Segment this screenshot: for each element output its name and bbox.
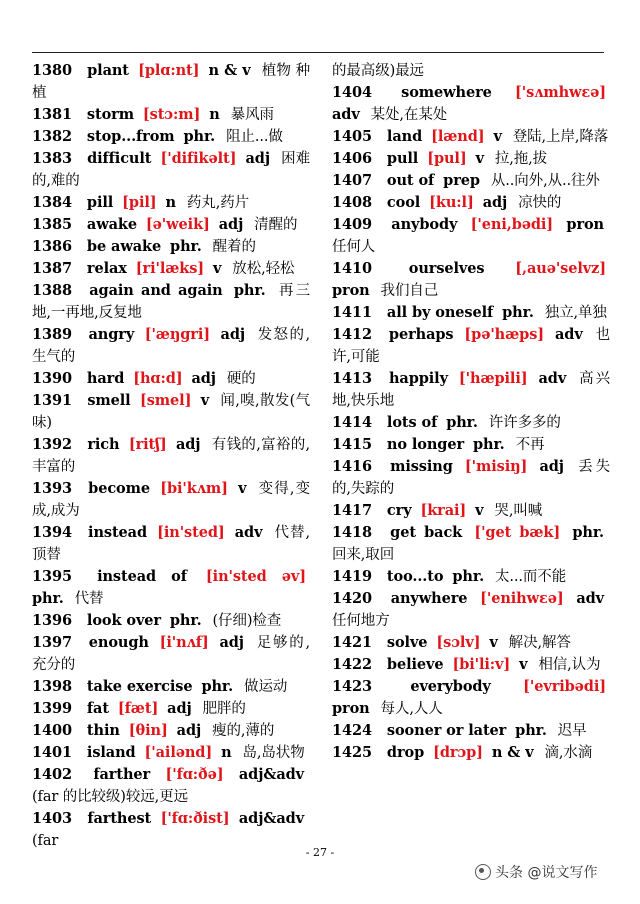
entry-number: 1410 xyxy=(332,260,372,277)
entry-word: sooner or later xyxy=(386,722,507,739)
entry-part-of-speech: adj xyxy=(219,634,244,651)
entry-part-of-speech: n xyxy=(165,194,176,211)
entry-part-of-speech: phr. xyxy=(169,612,202,629)
entry-phonetic: ['hæpili] xyxy=(458,370,528,387)
vocab-entry xyxy=(332,170,610,192)
entry-word: be awake xyxy=(86,238,162,255)
entry-number: 1391 xyxy=(32,392,72,409)
entry-word: get back xyxy=(390,524,463,541)
entry-part-of-speech: phr. xyxy=(452,568,485,585)
entry-number: 1386 xyxy=(32,238,72,255)
entry-chinese: 高兴地,快乐地 xyxy=(332,371,610,409)
entry-number: 1384 xyxy=(32,194,72,211)
entry-phonetic: [pul] xyxy=(427,150,467,167)
entry-chinese: 丢失的,失踪的 xyxy=(332,459,611,497)
entry-phonetic: ['eni,bədi] xyxy=(470,216,554,233)
entry-part-of-speech: adj xyxy=(175,436,201,453)
entry-word: enough xyxy=(88,634,149,651)
vocab-entry xyxy=(32,60,310,104)
entry-number: 1405 xyxy=(332,128,372,145)
entry-phonetic: [,auə'selvz] xyxy=(515,260,606,277)
vocab-entry xyxy=(332,258,610,302)
entry-chinese: 变得,变成,成为 xyxy=(32,481,310,519)
entry-word: pill xyxy=(86,194,114,211)
entry-chinese: 药丸,药片 xyxy=(186,195,249,211)
entry-part-of-speech: adv xyxy=(332,106,360,123)
entry-number: 1398 xyxy=(32,678,72,695)
vocab-entry xyxy=(32,478,310,522)
entry-word: pull xyxy=(386,150,419,167)
watermark-logo-icon xyxy=(475,864,491,880)
entry-phonetic: ['fɑ:ðə] xyxy=(165,766,224,783)
vocab-entry xyxy=(332,368,610,412)
entry-phonetic: ['evribədi] xyxy=(523,678,607,695)
entry-part-of-speech: adv xyxy=(538,370,567,387)
entry-number: 1393 xyxy=(32,480,72,497)
entry-number: 1383 xyxy=(32,150,72,167)
entry-phonetic: [stɔ:m] xyxy=(142,106,201,123)
top-rule xyxy=(32,52,604,53)
entry-phonetic: [drɔp] xyxy=(433,744,483,761)
entry-number: 1403 xyxy=(32,810,72,827)
entry-word: drop xyxy=(386,744,425,761)
entry-number: 1422 xyxy=(332,656,372,673)
watermark xyxy=(475,862,597,882)
entry-word: somewhere xyxy=(401,84,492,101)
entry-part-of-speech: v xyxy=(519,656,528,673)
entry-word: smell xyxy=(87,392,131,409)
entry-word: lots of xyxy=(386,414,438,431)
entry-part-of-speech: v xyxy=(489,634,498,651)
entry-continuation xyxy=(332,60,610,82)
entry-number: 1390 xyxy=(32,370,72,387)
entry-number: 1420 xyxy=(332,590,372,607)
vocab-entry xyxy=(332,500,610,522)
entry-chinese: 瘦的,薄的 xyxy=(212,723,275,739)
entry-chinese: 做运动 xyxy=(244,679,288,695)
entry-word: difficult xyxy=(87,150,152,167)
watermark-text: 头条 @说文写作 xyxy=(495,865,598,881)
entry-phonetic: [in'sted] xyxy=(157,524,225,541)
entry-phonetic: [lænd] xyxy=(431,128,485,145)
entry-part-of-speech: v xyxy=(475,150,484,167)
entry-chinese: 独立,单独 xyxy=(544,305,607,321)
entry-chinese: 硬的 xyxy=(226,371,256,387)
vocab-entry xyxy=(32,742,310,764)
entry-number: 1415 xyxy=(332,436,372,453)
entry-word: island xyxy=(86,744,136,761)
entry-chinese: 拉,拖,拔 xyxy=(494,151,548,167)
entry-phonetic: [bi'li:v] xyxy=(452,656,511,673)
entry-part-of-speech: phr. xyxy=(183,128,216,145)
entry-part-of-speech: pron xyxy=(566,216,604,233)
entry-word: cry xyxy=(386,502,412,519)
vocab-entry xyxy=(32,214,310,236)
entry-number: 1417 xyxy=(332,502,372,519)
entry-chinese: 相信,认为 xyxy=(538,657,601,673)
entry-part-of-speech: phr. xyxy=(472,436,505,453)
vocab-entry xyxy=(332,676,610,720)
vocab-entry xyxy=(32,236,310,258)
entry-word: all by oneself xyxy=(386,304,494,321)
entry-number: 1411 xyxy=(332,304,372,321)
entry-word: land xyxy=(386,128,423,145)
entry-number: 1399 xyxy=(32,700,72,717)
entry-number: 1414 xyxy=(332,414,372,431)
entry-number: 1388 xyxy=(32,282,72,299)
entry-part-of-speech: v xyxy=(238,480,247,497)
entry-chinese: 某处,在某处 xyxy=(370,107,448,123)
entry-chinese: 阻止...做 xyxy=(226,129,283,145)
entry-phonetic: ['sʌmhwɛə] xyxy=(514,84,606,101)
entry-number: 1387 xyxy=(32,260,72,277)
entry-part-of-speech: adj&adv xyxy=(238,810,305,827)
vocab-entry xyxy=(32,698,310,720)
entry-number: 1382 xyxy=(32,128,72,145)
entry-word: ourselves xyxy=(408,260,485,277)
entry-chinese: 岛,岛状物 xyxy=(242,745,305,761)
entry-word: plant xyxy=(87,62,129,79)
vocab-entry xyxy=(332,566,610,588)
vocab-entry xyxy=(332,192,610,214)
entry-part-of-speech: adj xyxy=(245,150,270,167)
entry-part-of-speech: v xyxy=(213,260,222,277)
entry-word: too...to xyxy=(386,568,444,585)
vocab-entry xyxy=(332,434,610,456)
entry-phonetic: ['get bæk] xyxy=(474,524,561,541)
vocab-entry xyxy=(332,412,610,434)
entry-number: 1408 xyxy=(332,194,372,211)
entry-word: solve xyxy=(386,634,428,651)
entry-number: 1421 xyxy=(332,634,372,651)
entry-number: 1395 xyxy=(32,568,72,585)
entry-number: 1424 xyxy=(332,722,372,739)
vocab-entry xyxy=(332,720,610,742)
entry-word: farthest xyxy=(87,810,152,827)
entry-word: become xyxy=(88,480,150,497)
entry-chinese: (far xyxy=(32,833,59,849)
entry-part-of-speech: adj xyxy=(218,216,244,233)
vocab-entry xyxy=(332,588,610,632)
entry-phonetic: ['enihwɛə] xyxy=(480,590,564,607)
entry-chinese: (far 的比较级)较远,更远 xyxy=(32,789,188,805)
vocab-entry xyxy=(332,324,610,368)
entry-number: 1380 xyxy=(32,62,72,79)
entry-number: 1412 xyxy=(332,326,372,343)
page-number: - 27 - xyxy=(305,846,335,859)
entry-phonetic: [ə'weik] xyxy=(145,216,210,233)
vocab-entry xyxy=(32,280,310,324)
entry-phonetic: ['ailənd] xyxy=(144,744,213,761)
vocab-entry xyxy=(332,654,610,676)
vocab-entry xyxy=(32,720,310,742)
entry-part-of-speech: phr. xyxy=(502,304,534,321)
entry-part-of-speech: phr. xyxy=(572,524,604,541)
vocab-entry xyxy=(332,522,610,566)
entry-word: happily xyxy=(388,370,448,387)
entry-phonetic: [bi'kʌm] xyxy=(160,480,228,497)
entry-chinese: 哭,叫喊 xyxy=(494,503,543,519)
entry-phonetic: [plɑ:nt] xyxy=(138,62,200,79)
entry-phonetic: [pə'hæps] xyxy=(464,326,545,343)
entry-part-of-speech: adj xyxy=(176,722,202,739)
entry-chinese: 解决,解答 xyxy=(508,635,571,651)
entry-number: 1389 xyxy=(32,326,72,343)
entry-chinese: 从..向外,从..往外 xyxy=(490,173,600,189)
entry-word: again and again xyxy=(89,282,223,299)
entry-number: 1392 xyxy=(32,436,72,453)
vocab-entry xyxy=(332,632,610,654)
entry-part-of-speech: adj xyxy=(191,370,216,387)
entry-word: cool xyxy=(386,194,421,211)
entry-number: 1400 xyxy=(32,722,72,739)
entry-part-of-speech: phr. xyxy=(233,282,266,299)
entry-part-of-speech: adj xyxy=(482,194,508,211)
entry-number: 1385 xyxy=(32,216,72,233)
entry-phonetic: ['fɑ:ðist] xyxy=(160,810,230,827)
entry-part-of-speech: adj&adv xyxy=(238,766,305,783)
vocab-entry xyxy=(32,676,310,698)
entry-phonetic: [hɑ:d] xyxy=(133,370,183,387)
vocab-entry xyxy=(32,148,310,192)
entry-phonetic: [ri'læks] xyxy=(135,260,205,277)
entry-chinese: 不再 xyxy=(515,437,545,453)
entry-part-of-speech: adj xyxy=(539,458,564,475)
entry-chinese: 困难的,难的 xyxy=(32,151,311,189)
entry-number: 1409 xyxy=(332,216,372,233)
entry-part-of-speech: n & v xyxy=(208,62,251,79)
vocab-entry xyxy=(332,82,610,126)
entry-phonetic: [sɔlv] xyxy=(436,634,481,651)
vocab-entry xyxy=(332,302,610,324)
right-column xyxy=(332,60,610,764)
entry-chinese: 足够的,充分的 xyxy=(32,635,310,673)
entry-phonetic: ['difikəlt] xyxy=(160,150,237,167)
vocab-entry xyxy=(32,566,310,610)
entry-chinese: (仔细)检查 xyxy=(212,613,282,629)
entry-continuation-text: 的最高级)最远 xyxy=(332,63,424,79)
entry-part-of-speech: phr. xyxy=(170,238,202,255)
entry-chinese: 放松,轻松 xyxy=(232,261,295,277)
entry-part-of-speech: pron xyxy=(332,282,370,299)
entry-word: no longer xyxy=(386,436,465,453)
vocab-entry xyxy=(32,522,310,566)
entry-word: hard xyxy=(86,370,125,387)
entry-chinese: 许许多多的 xyxy=(488,415,561,431)
entry-part-of-speech: v xyxy=(475,502,484,519)
entry-part-of-speech: phr. xyxy=(201,678,234,695)
entry-part-of-speech: phr. xyxy=(515,722,547,739)
entry-number: 1413 xyxy=(332,370,372,387)
entry-number: 1418 xyxy=(332,524,372,541)
entry-chinese: 凉快的 xyxy=(518,195,562,211)
vocab-entry xyxy=(32,390,310,434)
entry-phonetic: [i'nʌf] xyxy=(159,634,209,651)
entry-chinese: 任何地方 xyxy=(332,613,390,629)
entry-phonetic: ['æŋgri] xyxy=(144,326,211,343)
entry-chinese: 闻,嗅,散发(气味) xyxy=(32,393,310,431)
entry-part-of-speech: adj xyxy=(167,700,192,717)
entry-chinese: 我们自己 xyxy=(380,283,439,299)
vocab-entry xyxy=(32,126,310,148)
vocab-entry xyxy=(32,764,310,808)
entry-chinese: 再三地,一再地,反复地 xyxy=(32,283,310,321)
entry-word: take exercise xyxy=(86,678,193,695)
entry-word: missing xyxy=(390,458,453,475)
entry-part-of-speech: adv xyxy=(576,590,604,607)
entry-word: rich xyxy=(87,436,120,453)
entry-word: believe xyxy=(386,656,444,673)
entry-part-of-speech: v xyxy=(493,128,502,145)
left-column xyxy=(32,60,310,852)
entry-word: stop...from xyxy=(86,128,175,145)
entry-chinese: 任何人 xyxy=(332,239,376,255)
entry-part-of-speech: pron xyxy=(332,700,370,717)
entry-number: 1406 xyxy=(332,150,372,167)
entry-word: instead xyxy=(88,524,148,541)
entry-part-of-speech: n xyxy=(209,106,220,123)
vocab-entry xyxy=(332,148,610,170)
vocab-entry xyxy=(32,324,310,368)
entry-chinese: 发怒的,生气的 xyxy=(32,327,310,365)
entry-chinese: 有钱的,富裕的,丰富的 xyxy=(32,437,311,475)
vocab-entry xyxy=(32,258,310,280)
entry-chinese: 回来,取回 xyxy=(332,547,395,563)
vocab-entry xyxy=(32,610,310,632)
entry-part-of-speech: phr. xyxy=(446,414,478,431)
entry-word: look over xyxy=(86,612,161,629)
entry-chinese: 暴风雨 xyxy=(230,107,274,123)
entry-phonetic: [ritʃ] xyxy=(128,436,167,453)
entry-part-of-speech: n xyxy=(221,744,232,761)
vocab-entry xyxy=(332,456,610,500)
entry-phonetic: [θin] xyxy=(128,722,168,739)
entry-chinese: 滴,水滴 xyxy=(544,745,593,761)
entry-phonetic: [ku:l] xyxy=(429,194,474,211)
entry-word: storm xyxy=(86,106,134,123)
entry-phonetic: [krai] xyxy=(420,502,467,519)
vocab-entry xyxy=(32,104,310,126)
entry-chinese: 清醒的 xyxy=(254,217,298,233)
entry-number: 1407 xyxy=(332,172,372,189)
entry-part-of-speech: prep xyxy=(443,172,480,189)
entry-chinese: 植物 种植 xyxy=(32,63,311,101)
entry-chinese: 太...而不能 xyxy=(494,569,567,585)
entry-chinese: 也许,可能 xyxy=(332,327,611,365)
vocab-entry xyxy=(32,192,310,214)
entry-word: out of xyxy=(386,172,435,189)
vocab-entry xyxy=(32,368,310,390)
entry-chinese: 肥胖的 xyxy=(202,701,246,717)
entry-phonetic: [pil] xyxy=(122,194,157,211)
entry-number: 1416 xyxy=(332,458,372,475)
vocab-entry xyxy=(332,742,610,764)
entry-part-of-speech: v xyxy=(200,392,210,409)
entry-number: 1381 xyxy=(32,106,72,123)
entry-word: instead of xyxy=(97,568,187,585)
vocab-entry xyxy=(332,126,610,148)
entry-word: relax xyxy=(86,260,127,277)
entry-number: 1419 xyxy=(332,568,372,585)
entry-number: 1404 xyxy=(332,84,372,101)
entry-chinese: 迟早 xyxy=(557,723,587,739)
entry-part-of-speech: n & v xyxy=(491,744,534,761)
entry-chinese: 代替,顶替 xyxy=(32,525,311,563)
entry-word: farther xyxy=(93,766,151,783)
entry-chinese: 每人,人人 xyxy=(380,701,443,717)
entry-word: everybody xyxy=(410,678,491,695)
entry-word: anybody xyxy=(391,216,458,233)
entry-part-of-speech: adv xyxy=(234,524,263,541)
entry-number: 1401 xyxy=(32,744,72,761)
entry-word: anywhere xyxy=(390,590,468,607)
entry-word: angry xyxy=(88,326,135,343)
entry-number: 1425 xyxy=(332,744,372,761)
entry-phonetic: [fæt] xyxy=(117,700,159,717)
entry-part-of-speech: adj xyxy=(220,326,246,343)
entry-word: awake xyxy=(86,216,137,233)
vocab-entry xyxy=(32,632,310,676)
entry-chinese: 醒着的 xyxy=(212,239,256,255)
entry-number: 1397 xyxy=(32,634,72,651)
entry-part-of-speech: phr. xyxy=(32,590,64,607)
entry-phonetic: [in'sted əv] xyxy=(205,568,306,585)
entry-chinese: 登陆,上岸,降落 xyxy=(512,129,609,145)
entry-word: fat xyxy=(86,700,109,717)
vocab-entry xyxy=(32,434,310,478)
entry-number: 1396 xyxy=(32,612,72,629)
entry-word: thin xyxy=(86,722,120,739)
entry-word: perhaps xyxy=(388,326,454,343)
entry-number: 1394 xyxy=(32,524,72,541)
entry-number: 1402 xyxy=(32,766,72,783)
entry-part-of-speech: adv xyxy=(554,326,583,343)
entry-number: 1423 xyxy=(332,678,372,695)
entry-phonetic: ['misiŋ] xyxy=(464,458,528,475)
entry-chinese: 代替 xyxy=(74,591,104,607)
vocab-entry xyxy=(332,214,610,258)
entry-phonetic: [smel] xyxy=(139,392,192,409)
